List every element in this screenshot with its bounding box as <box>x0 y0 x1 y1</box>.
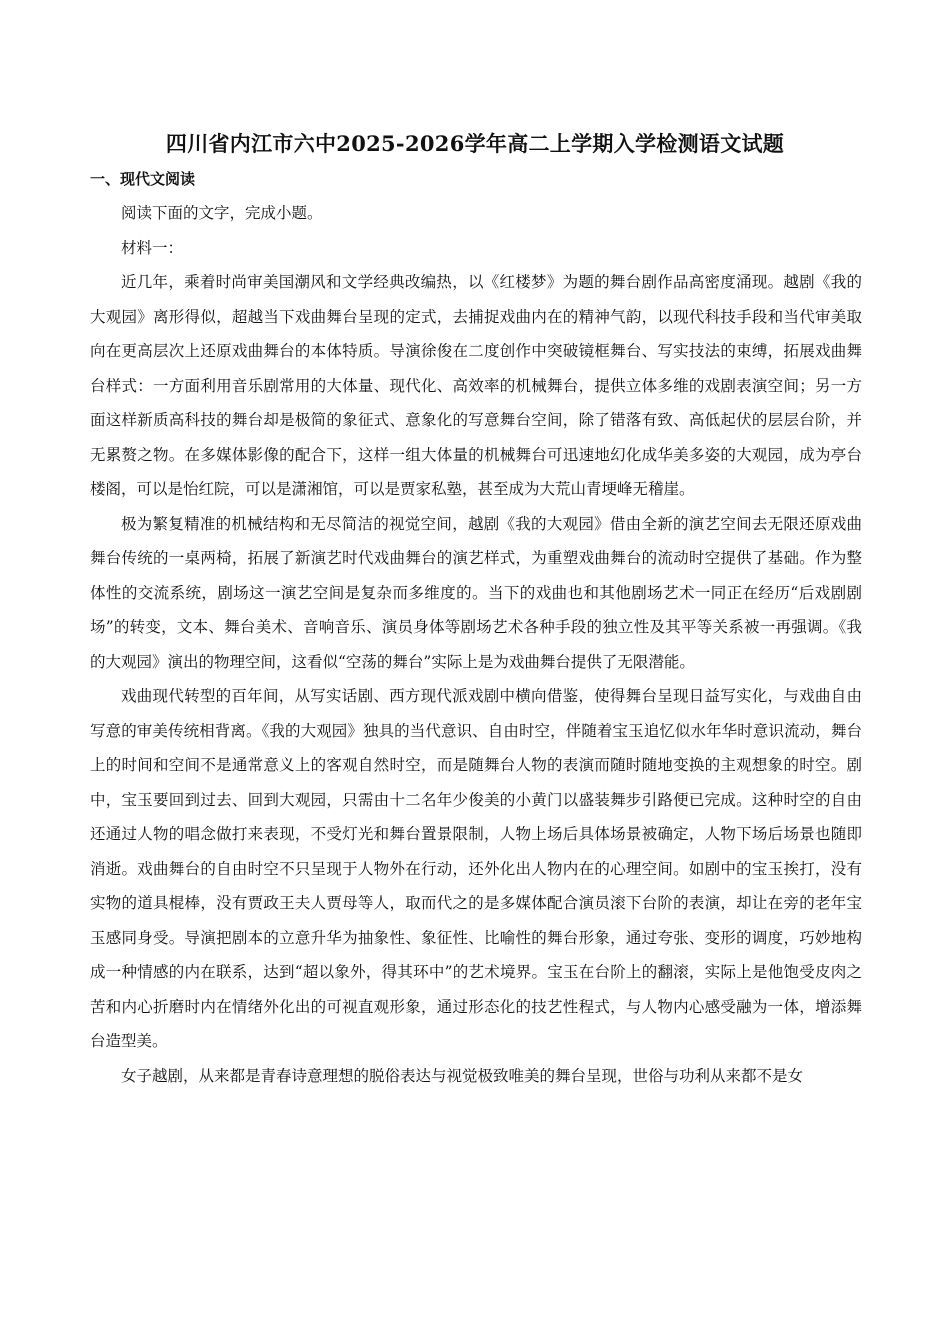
reading-passage <box>90 196 862 1093</box>
instruction-text: 阅读下面的文字，完成小题。 <box>121 204 323 222</box>
passage-paragraph-2: 极为繁复精准的机械结构和无尽简洁的视觉空间，越剧《我的大观园》借由全新的演艺空间去无限还原戏曲舞台传统的一桌两椅，拓展了新演艺时代戏曲舞台的演艺样式，为重塑戏曲舞台的流动时空提供了基础。作为整体性的交流系统，剧场这一演艺空间是复杂而多维度的。当下的戏曲也和其他剧场艺术一同正在经历“后戏剧剧场”的转变，文本、舞台美术、音响音乐、演员身体等剧场艺术各种手段的独立性及其平等关系被一再强调。《我的大观园》演出的物理空间，这看似“空荡的舞台”实际上是为戏曲舞台提供了无限潜能。 <box>90 514 862 671</box>
document-title: 四川省内江市六中2025-2026学年高二上学期入学检测语文试题 <box>165 131 785 156</box>
passage-paragraph-4: 女子越剧，从来都是青春诗意理想的脱俗表达与视觉极致唯美的舞台呈现，世俗与功利从来都不是女 <box>121 1066 804 1085</box>
passage-paragraph-1: 近几年，乘着时尚审美国潮风和文学经典改编热，以《红楼梦》为题的舞台剧作品高密度涌现。越剧《我的大观园》离形得似，超越当下戏曲舞台呈现的定式，去捕捉戏曲内在的精神气韵，以现代科技手段和当代审美取向在更高层次上还原戏曲舞台的本体特质。导演徐俊在二度创作中突破镜框舞台、写实技法的束缚，拓展戏曲舞台样式：一方面利用音乐剧常用的大体量、现代化、高效率的机械舞台，提供立体多维的戏剧表演空间；另一方面这样新质高科技的舞台却是极简的象征式、意象化的写意舞台空间，除了错落有致、高低起伏的层层台阶，并无累赘之物。在多媒体影像的配合下，这样一组大体量的机械舞台可迅速地幻化成华美多姿的大观园，成为亭台楼阁，可以是怡红院，可以是潇湘馆，可以是贾家私塾，甚至成为大荒山青埂峰无稽崖。 <box>90 273 862 498</box>
section-heading: 一、现代文阅读 <box>90 170 196 188</box>
material-label: 材料一： <box>121 238 184 257</box>
passage-paragraph-3: 戏曲现代转型的百年间，从写实话剧、西方现代派戏剧中横向借鉴，使得舞台呈现日益写实化，与戏曲自由写意的审美传统相背离。《我的大观园》独具的当代意识、自由时空，伴随着宝玉追忆似水年华时意识流动，舞台上的时间和空间不是通常意义上的客观自然时空，而是随舞台人物的表演而随时随地变换的主观想象的时空。剧中，宝玉要回到过去、回到大观园，只需由十二名年少俊美的小黄门以盛装舞步引路便已完成。这种时空的自由还通过人物的唱念做打来表现，不受灯光和舞台置景限制，人物上场后具体场景被确定，人物下场后场景也随即消逝。戏曲舞台的自由时空不只呈现于人物外在行动，还外化出人物内在的心理空间。如剧中的宝玉挨打，没有实物的道具棍棒，没有贾政王夫人贾母等人，取而代之的是多媒体配合演员滚下台阶的表演，却让在旁的老年宝玉感同身受。导演把剧本的立意升华为抽象性、象征性、比喻性的舞台形象，通过夸张、变形的调度，巧妙地构成一种情感的内在联系，达到“超以象外，得其环中”的艺术境界。宝玉在台阶上的翻滚，实际上是他饱受皮肉之苦和内心折磨时内在情绪外化出的可视直观形象，通过形态化的技艺性程式，与人物内心感受融为一体，增添舞台造型美。 <box>90 687 862 1050</box>
